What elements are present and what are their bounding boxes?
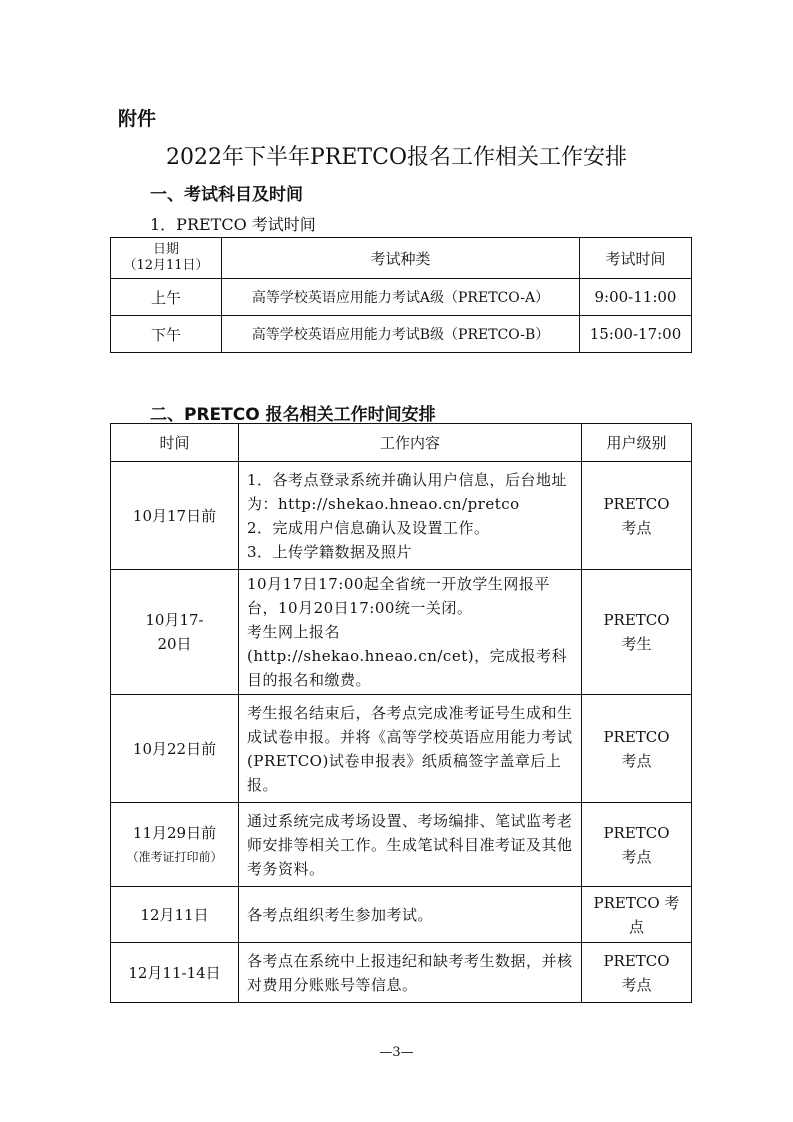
header-date-label: 日期 (152, 242, 179, 257)
cell-time: 10月22日前 (111, 695, 239, 803)
cell-content (239, 462, 582, 570)
level-line: PRETCO (603, 494, 670, 513)
content-line: 各考点组织考生参加考试。 (247, 905, 434, 924)
header-exam-time: 考试时间 (580, 238, 692, 279)
time-note: （准考证打印前） (126, 849, 223, 864)
cell-content (239, 803, 582, 887)
level-line: PRETCO (603, 727, 670, 746)
cell-exam-type: 高等学校英语应用能力考试A级（PRETCO-A） (222, 279, 580, 316)
cell-time: 12月11日 (111, 887, 239, 943)
header-date (111, 238, 222, 279)
cell-user-level (582, 803, 692, 887)
content-line: 3．上传学籍数据及照片 (247, 542, 413, 561)
section1-subheading: 1．PRETCO 考试时间 (150, 215, 316, 234)
cell-time: 10月17日前 (111, 462, 239, 570)
section2-heading: 二、PRETCO 报名相关工作时间安排 (150, 405, 436, 425)
table-row (111, 462, 692, 570)
level-line: PRETCO (603, 611, 670, 629)
header-date-note: （12月11日） (123, 258, 209, 273)
cell-period: 上午 (111, 279, 222, 316)
cell-content (239, 570, 582, 695)
content-line: 各考点在系统中上报违纪和缺考考生数据，并核对费用分账账号等信息。 (247, 951, 573, 994)
section1-heading: 一、考试科目及时间 (150, 185, 303, 205)
cell-content (239, 695, 582, 803)
cell-user-level (582, 462, 692, 570)
table-row (111, 570, 692, 695)
page-title: 2022年下半年PRETCO报名工作相关工作安排 (166, 145, 627, 170)
header-user-level: 用户级别 (582, 424, 692, 462)
header-exam-type: 考试种类 (222, 238, 580, 279)
cell-period: 下午 (111, 316, 222, 353)
cell-user-level (582, 943, 692, 1003)
cell-time: 12月11-14日 (111, 943, 239, 1003)
table-row (111, 803, 692, 887)
content-line: 考生网上报名(http://shekao.hneao.cn/cet)，完成报考科目的报名和缴费。 (247, 623, 568, 689)
content-line: 考生报名结束后，各考点完成准考证号生成和生成试卷申报。并将《高等学校英语应用能力考试(PRETCO)试卷申报表》纸质稿签字盖章后上报。 (247, 703, 573, 794)
cell-user-level (582, 695, 692, 803)
level-line: 考点 (621, 751, 652, 770)
cell-time (111, 570, 239, 695)
table-row (111, 316, 692, 353)
table-row (111, 279, 692, 316)
cell-time (111, 803, 239, 887)
table-header-row (111, 424, 692, 462)
level-line: PRETCO 考 (593, 893, 680, 912)
table-header-row (111, 238, 692, 279)
level-line: 考点 (621, 975, 652, 994)
table-row (111, 943, 692, 1003)
registration-schedule-table (110, 423, 692, 1003)
exam-schedule-table (110, 237, 692, 353)
cell-user-level (582, 570, 692, 695)
level-line: 考生 (621, 635, 652, 653)
cell-exam-type: 高等学校英语应用能力考试B级（PRETCO-B） (222, 316, 580, 353)
cell-user-level (582, 887, 692, 943)
level-line: 考点 (621, 518, 652, 537)
content-line: 2．完成用户信息确认及设置工作。 (247, 518, 490, 537)
attachment-label: 附件 (118, 108, 157, 130)
table-row (111, 695, 692, 803)
page-number: —3— (379, 1045, 414, 1060)
content-line: 1．各考点登录系统并确认用户信息，后台地址为：http://shekao.hneao.cn/pretco (247, 470, 568, 513)
level-line: PRETCO (603, 823, 670, 842)
content-line: 通过系统完成考场设置、考场编排、笔试监考老师安排等相关工作。生成笔试科目准考证及其他考务资料。 (247, 811, 573, 878)
cell-exam-time: 9:00-11:00 (580, 279, 692, 316)
cell-content (239, 943, 582, 1003)
level-line: 点 (628, 917, 644, 936)
content-line: 10月17日17:00起全省统一开放学生网报平台，10月20日17:00统一关闭。 (247, 575, 550, 617)
header-content: 工作内容 (239, 424, 582, 462)
cell-exam-time: 15:00-17:00 (580, 316, 692, 353)
time-line: 20日 (157, 635, 192, 653)
cell-content (239, 887, 582, 943)
level-line: 考点 (621, 847, 652, 866)
table-row (111, 887, 692, 943)
time-line: 10月17- (145, 611, 204, 629)
header-time: 时间 (111, 424, 239, 462)
level-line: PRETCO (603, 951, 670, 970)
time-line: 11月29日前 (132, 823, 217, 842)
